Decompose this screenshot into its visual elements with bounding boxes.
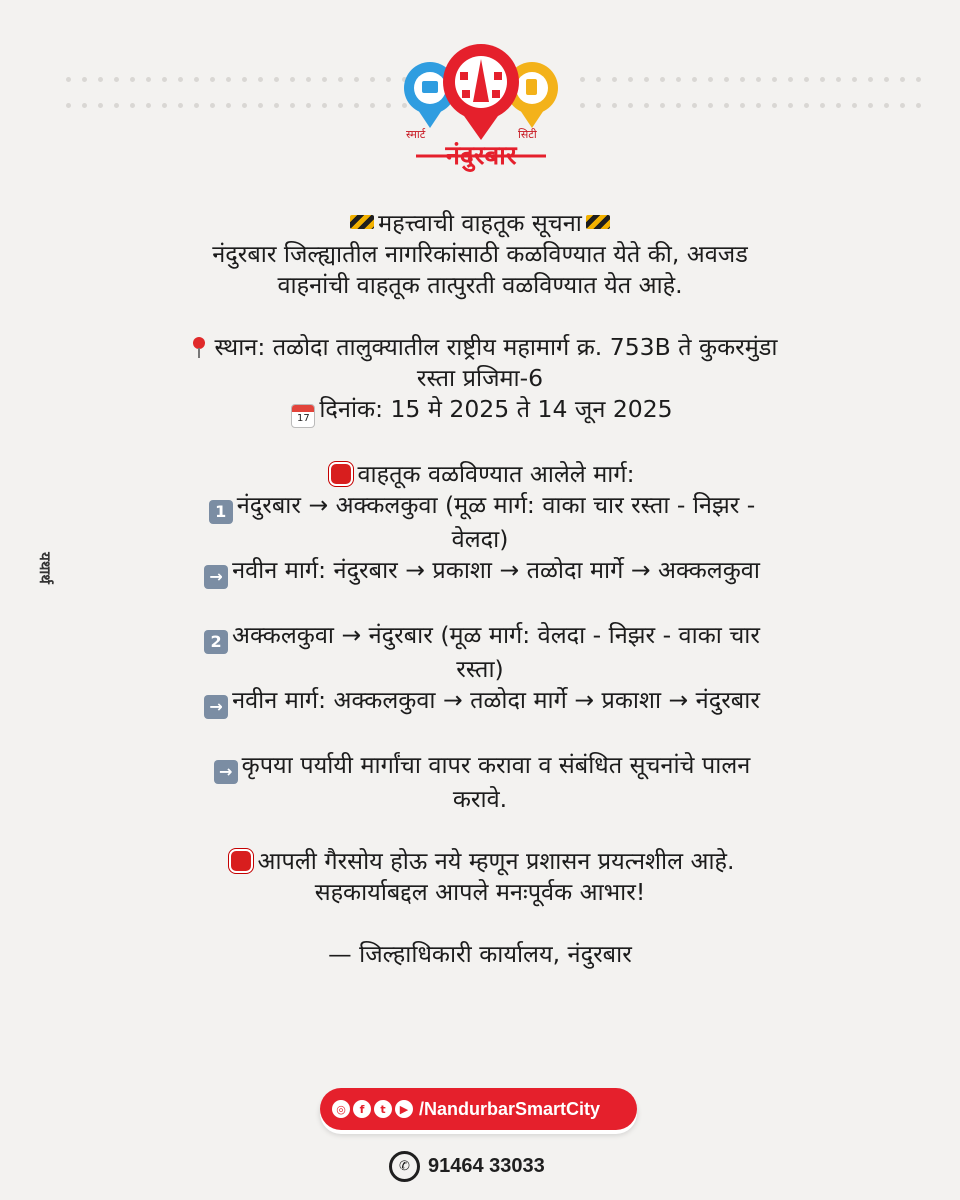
route2-text-1: अक्कलकुवा → नंदुरबार (मूळ मार्ग: वेलदा - निझर - वाका चार (232, 621, 760, 649)
route1-text-1: नंदुरबार → अक्कलकुवा (मूळ मार्ग: वाका चार रस्ता - निझर - (236, 491, 756, 519)
logo-graphic (400, 44, 562, 174)
route1-text-2: वेलदा) (451, 525, 509, 553)
decorative-dots-top-2 (66, 103, 407, 108)
notice-title-line (100, 208, 860, 239)
request-text-2: करावे. (452, 785, 508, 813)
notice-title: महत्त्वाची वाहतूक सूचना (378, 209, 582, 237)
route2-line (100, 620, 860, 654)
location-line (100, 332, 860, 363)
location-pin-icon (187, 335, 211, 359)
diverted-heading-line (100, 459, 860, 490)
instagram-icon[interactable]: ◎ (332, 1100, 350, 1118)
route2-new: नवीन मार्ग: अक्कलकुवा → तळोदा मार्गे → प्रकाशा → नंदुरबार (232, 686, 760, 714)
social-handle-pill[interactable] (320, 1088, 637, 1130)
signature: — जिल्हाधिकारी कार्यालय, नंदुरबार (328, 940, 632, 968)
stop-sign-icon (229, 849, 253, 873)
admin-line (100, 846, 860, 877)
logo-left-text: स्मार्ट (406, 128, 426, 141)
smart-city-logo (400, 44, 562, 174)
side-watermark (32, 523, 58, 613)
whatsapp-icon[interactable]: ✆ (389, 1151, 420, 1182)
construction-barrier-icon (350, 215, 374, 229)
admin-text-1: आपली गैरसोय होऊ नये म्हणून प्रशासन प्रयत्नशील आहे. (257, 847, 735, 875)
youtube-icon[interactable]: ▶ (395, 1100, 413, 1118)
route2-text-2: रस्ता) (456, 655, 504, 683)
notice-intro-1: नंदुरबार जिल्ह्यातील नागरिकांसाठी कळविण्यात येते की, अवजड (212, 240, 748, 268)
location-text-1: स्थान: तळोदा तालुक्यातील राष्ट्रीय महामार्ग क्र. 753B ते कुकरमुंडा (214, 333, 778, 361)
right-arrow-icon: → (214, 760, 238, 784)
keycap-two-icon: 2 (204, 630, 228, 654)
diverted-heading: वाहतूक वळविण्यात आलेले मार्ग: (357, 460, 635, 488)
construction-barrier-icon (586, 215, 610, 229)
decorative-dots-right (580, 77, 921, 82)
right-arrow-icon: → (204, 695, 228, 719)
keycap-one-icon: 1 (209, 500, 233, 524)
side-watermark-text: यथार्थ (36, 552, 55, 584)
facebook-icon[interactable]: f (353, 1100, 371, 1118)
date-text: दिनांक: 15 मे 2025 ते 14 जून 2025 (319, 395, 673, 423)
social-handle-text[interactable]: /NandurbarSmartCity (419, 1098, 601, 1119)
twitter-icon[interactable]: t (374, 1100, 392, 1118)
admin-text-2: सहकार्याबद्दल आपले मनःपूर्वक आभार! (314, 878, 646, 906)
logo-right-text: सिटी (518, 128, 537, 141)
decorative-dots-top (66, 77, 407, 82)
logo-name: नंदुरबार (445, 141, 517, 171)
right-arrow-icon: → (204, 565, 228, 589)
notice-intro-2: वाहनांची वाहतूक तात्पुरती वळविण्यात येत आहे. (277, 271, 683, 299)
route2-new-line (100, 685, 860, 719)
request-text-1: कृपया पर्यायी मार्गांचा वापर करावा व संबंधित सूचनांचे पालन (241, 751, 751, 779)
route1-new-line (100, 555, 860, 589)
phone-contact[interactable] (389, 1150, 545, 1182)
date-line (100, 394, 860, 428)
stop-sign-icon (329, 462, 353, 486)
route1-new: नवीन मार्ग: नंदुरबार → प्रकाशा → तळोदा मार्गे → अक्कलकुवा (232, 556, 760, 584)
decorative-dots-right-2 (580, 103, 921, 108)
traffic-notice (100, 208, 860, 970)
calendar-icon: 17 (291, 404, 315, 428)
route1-line (100, 490, 860, 524)
phone-number[interactable]: 91464 33033 (428, 1154, 545, 1177)
request-line (100, 750, 860, 784)
location-text-2: रस्ता प्रजिमा-6 (416, 364, 544, 392)
